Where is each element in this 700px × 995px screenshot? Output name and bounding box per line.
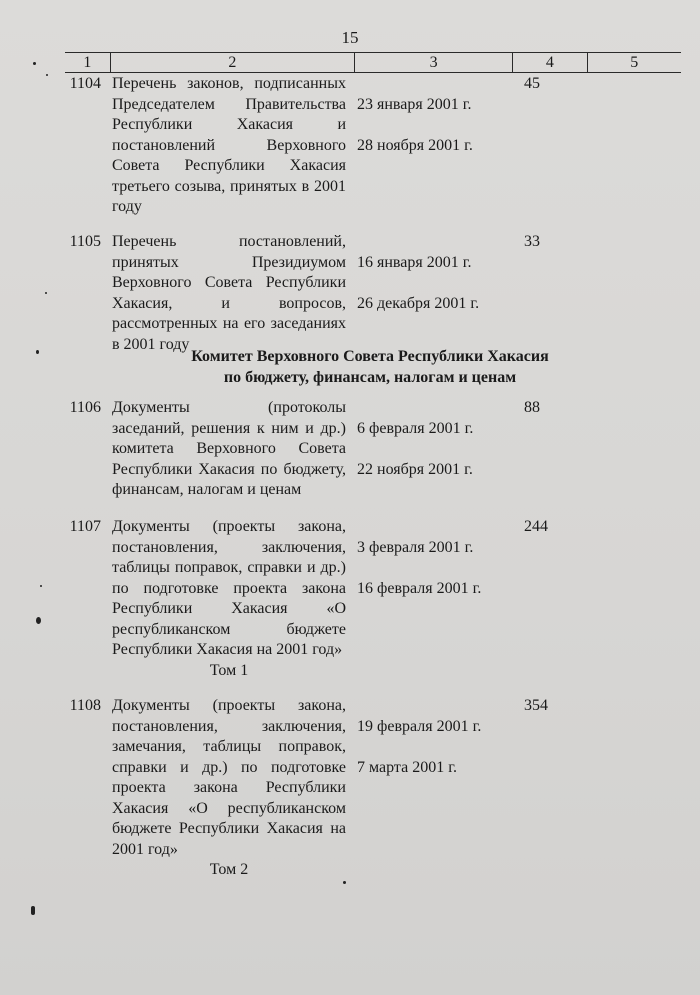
entry-number: 1106 <box>69 399 101 416</box>
date-end: 26 декабря 2001 г. <box>357 294 480 312</box>
entry-number: 1104 <box>69 75 101 92</box>
entry-dates <box>357 398 507 480</box>
date-start: 23 января 2001 г. <box>357 95 472 113</box>
sheet-count: 88 <box>524 399 540 416</box>
entry-title: Документы (протоколы заседаний, решения к ним и др.) комитета Верховного Совета Республики Хакасия по бюджету, финансам, налогам и ценам <box>112 399 346 498</box>
sheet-count: 33 <box>524 233 540 250</box>
sheet-count: 354 <box>524 697 548 714</box>
table-header-row <box>65 52 681 73</box>
column-header-4: 4 <box>513 53 588 72</box>
scan-speck <box>45 292 47 294</box>
volume-label: Том 2 <box>209 861 249 878</box>
column-header-2: 2 <box>111 53 355 72</box>
date-start: 3 февраля 2001 г. <box>357 538 474 556</box>
sheet-count: 244 <box>524 518 548 535</box>
date-start: 6 февраля 2001 г. <box>357 419 474 437</box>
scan-speck <box>46 74 48 76</box>
entry-number: 1108 <box>69 697 101 714</box>
date-start: 16 января 2001 г. <box>357 253 472 271</box>
entry-dates <box>357 696 507 778</box>
scan-speck <box>33 62 36 65</box>
column-header-5: 5 <box>630 54 639 71</box>
volume-label: Том 1 <box>209 661 249 679</box>
date-end: 22 ноября 2001 г. <box>357 460 473 478</box>
entry-number: 1105 <box>69 233 101 250</box>
scan-speck <box>40 585 42 587</box>
scan-speck <box>36 350 39 354</box>
entry-title: Перечень законов, подписанных Председателем Правительства Республики Хакасия и постановлений Верховного Совета Республики Хакасия третьего созыва, принятых в 2001 году <box>112 75 346 215</box>
entry-title-text: Документы (проекты закона, постановления, заключения, таблицы поправок, справки и др.) по подготовке проекта закона Республики Хакасия «О республиканском бюджете Республики Хакасия на 2001 год» <box>112 518 346 658</box>
scan-speck <box>31 906 35 915</box>
entry-dates <box>357 74 507 156</box>
entry-title: Перечень постановлений, принятых Президиумом Верховного Совета Республики Хакасия, и вопросов, рассмотренных на его заседаниях в 2001 году <box>112 233 346 353</box>
date-end: 7 марта 2001 г. <box>357 758 457 776</box>
section-heading-line2: по бюджету, финансам, налогам и ценам <box>223 369 517 386</box>
entry-number: 1107 <box>69 518 101 535</box>
page-number: 15 <box>341 28 359 47</box>
scan-speck <box>36 617 41 624</box>
column-header-3: 3 <box>355 53 513 72</box>
entry-dates <box>357 517 507 599</box>
date-end: 28 ноября 2001 г. <box>357 136 473 154</box>
sheet-count: 45 <box>524 75 540 92</box>
entry-title-text: Документы (проекты закона, постановления, заключения, замечания, таблицы поправок, справки и др.) по подготовке проекта закона Республики Хакасия «О республиканском бюджете Республики Хакасия на 2001 год» <box>112 697 346 858</box>
entry-dates <box>357 232 507 314</box>
entry-title <box>112 696 346 881</box>
date-end: 16 февраля 2001 г. <box>357 579 482 597</box>
date-start: 19 февраля 2001 г. <box>357 717 482 735</box>
section-heading-line1: Комитет Верховного Совета Республики Хакасия <box>191 348 549 365</box>
entry-title <box>112 517 346 681</box>
column-header-1: 1 <box>65 53 111 72</box>
scan-speck <box>343 881 346 884</box>
section-heading <box>112 346 628 388</box>
